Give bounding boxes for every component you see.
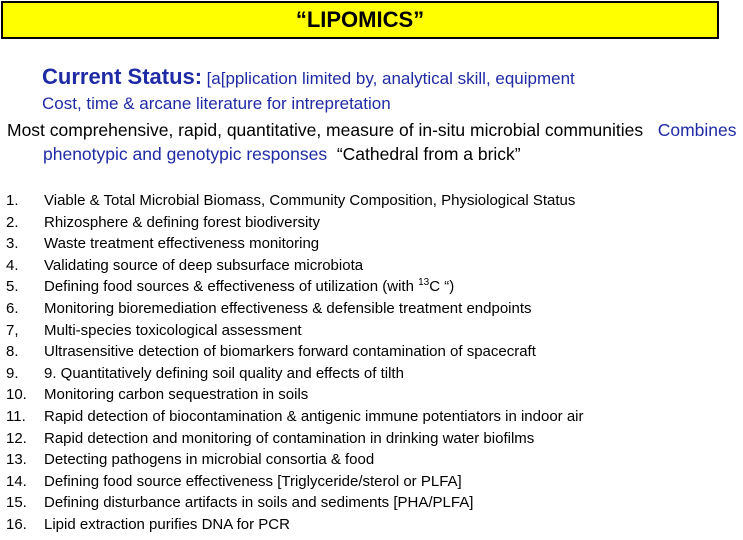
cost-line: Cost, time & arcane literature for intrepretation	[42, 94, 391, 113]
summary-combines: Combines phenotypic and genotypic responses	[43, 120, 737, 164]
slide-title: “LIPOMICS”	[1, 1, 719, 39]
summary-cathedral: “Cathedral from a brick”	[336, 144, 521, 164]
current-status-line	[42, 64, 575, 90]
isotope-superscript: 13	[418, 277, 430, 289]
summary-paragraph	[7, 118, 743, 166]
summary-main: Most comprehensive, rapid, quantitative, measure of in-situ microbial communities	[7, 120, 644, 140]
status-label: Current Status:	[42, 64, 203, 89]
status-detail: [a[pplication limited by, analytical skill, equipment	[206, 69, 575, 88]
